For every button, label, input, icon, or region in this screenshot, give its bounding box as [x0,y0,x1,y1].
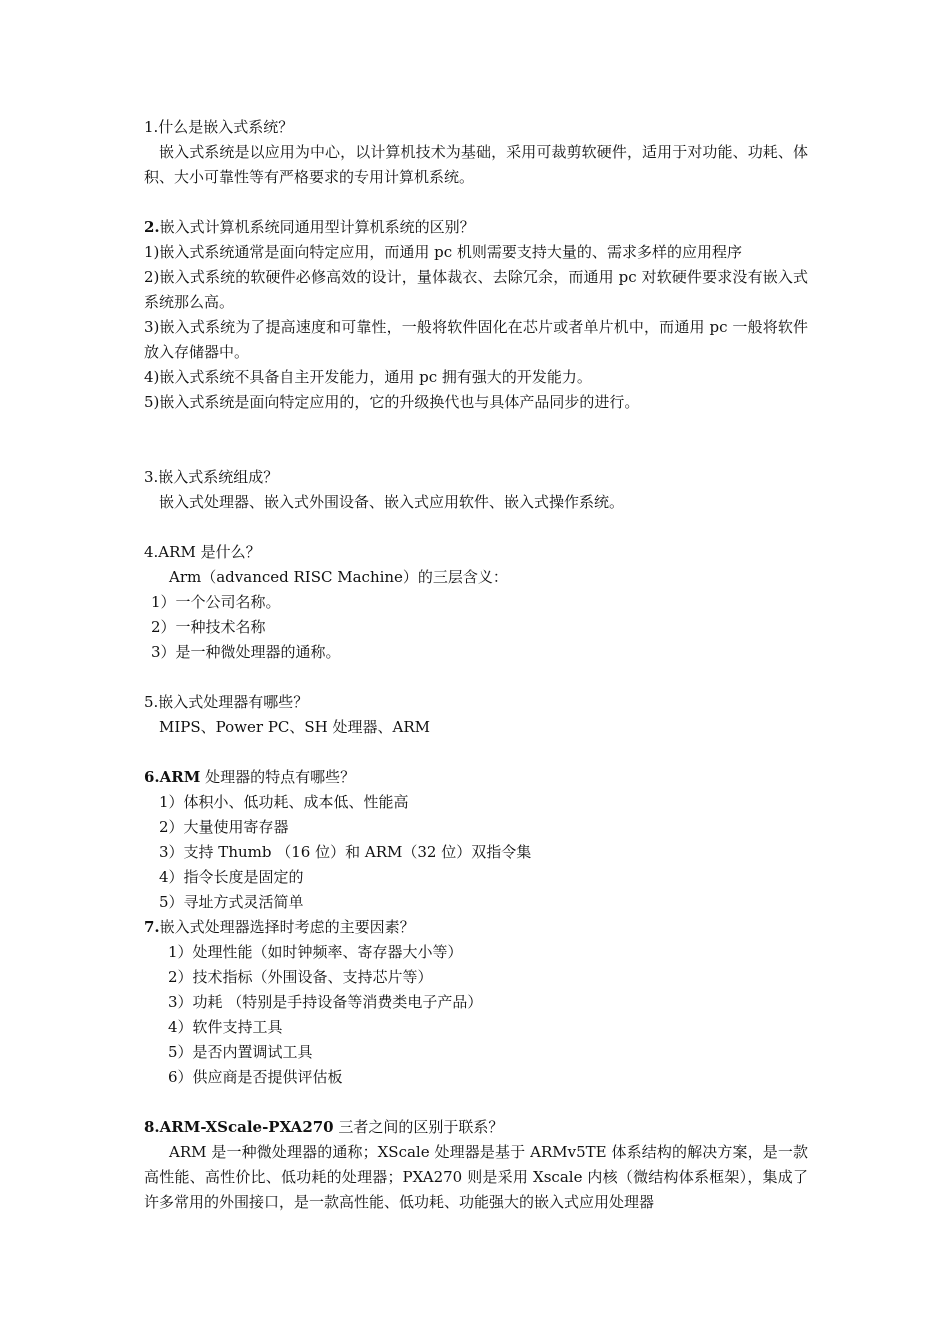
q2-title-text: 嵌入式计算机系统同通用型计算机系统的区别？ [159,218,475,236]
q6-item-5: 5）寻址方式灵活简单 [159,893,304,911]
spacer [144,190,808,215]
q2-item-5: 5)嵌入式系统是面向特定应用的，它的升级换代也与具体产品同步的进行。 [144,393,640,411]
q2-item-1: 1)嵌入式系统通常是面向特定应用，而通用 pc 机则需要支持大量的、需求多样的应用程序 [144,243,742,261]
q4-title: 4.ARM 是什么？ [144,543,261,561]
q3-answer: 嵌入式处理器、嵌入式外围设备、嵌入式应用软件、嵌入式操作系统。 [159,493,625,511]
q1-title: 1.什么是嵌入式系统？ [144,118,294,136]
q6-title-text: 处理器的特点有哪些？ [200,768,356,786]
q8-title [144,1115,808,1140]
q6-item-4: 4）指令长度是固定的 [159,868,304,886]
q3-title: 3.嵌入式系统组成？ [144,468,279,486]
q7-title-text: 嵌入式处理器选择时考虑的主要因素？ [159,918,415,936]
q6-item-2: 2）大量使用寄存器 [159,818,289,836]
spacer [144,415,808,465]
q4-item-1: 1）一个公司名称。 [151,593,281,611]
spacer [144,1090,808,1115]
q4-item-2: 2）一种技术名称 [151,618,266,636]
spacer [144,515,808,540]
q6-item-1: 1）体积小、低功耗、成本低、性能高 [159,793,409,811]
spacer [144,665,808,690]
q5-title: 5.嵌入式处理器有哪些？ [144,693,309,711]
q1-answer: 嵌入式系统是以应用为中心，以计算机技术为基础，采用可裁剪软硬件，适用于对功能、功耗、体积、大小可靠性等有严格要求的专用计算机系统。 [144,143,808,186]
q5-answer: MIPS、Power PC、SH 处理器、ARM [159,718,431,736]
q7-item-3: 3）功耗 （特别是手持设备等消费类电子产品） [168,993,483,1011]
q7-title-number: 7. [144,918,160,936]
q6-item-3: 3）支持 Thumb （16 位）和 ARM（32 位）双指令集 [159,843,532,861]
q7-title [144,915,808,940]
q2-title [144,215,808,240]
q7-item-5: 5）是否内置调试工具 [168,1043,313,1061]
q2-title-number: 2. [144,218,160,236]
q2-item-3: 3)嵌入式系统为了提高速度和可靠性，一般将软件固化在芯片或者单片机中，而通用 pc 一般将软件放入存储器中。 [144,318,808,361]
q7-item-1: 1）处理性能（如时钟频率、寄存器大小等） [168,943,463,961]
q4-intro: Arm（advanced RISC Machine）的三层含义： [169,568,508,586]
q2-item-2: 2)嵌入式系统的软硬件必修高效的设计，量体裁衣、去除冗余，而通用 pc 对软硬件要求没有嵌入式系统那么高。 [144,268,808,311]
document-page [144,115,808,1215]
q8-answer: ARM 是一种微处理器的通称；XScale 处理器是基于 ARMv5TE 体系结构的解决方案，是一款高性能、高性价比、低功耗的处理器；PXA270 则是采用 Xscale 内核（微结构体系框架），集成了许多常用的外围接口，是一款高性能、低功耗、功能强大的嵌入式应用处理器 [144,1143,808,1211]
q7-item-4: 4）软件支持工具 [168,1018,283,1036]
spacer [144,740,808,765]
q7-item-2: 2）技术指标（外围设备、支持芯片等） [168,968,433,986]
q8-title-number: 8.ARM-XScale-PXA270 [144,1118,334,1136]
q6-title-number: 6.ARM [144,768,201,786]
q6-title [144,765,808,790]
q2-item-4: 4)嵌入式系统不具备自主开发能力，通用 pc 拥有强大的开发能力。 [144,368,592,386]
q4-item-3: 3）是一种微处理器的通称。 [151,643,341,661]
q7-item-6: 6）供应商是否提供评估板 [168,1068,343,1086]
q8-title-text: 三者之间的区别于联系？ [333,1118,504,1136]
